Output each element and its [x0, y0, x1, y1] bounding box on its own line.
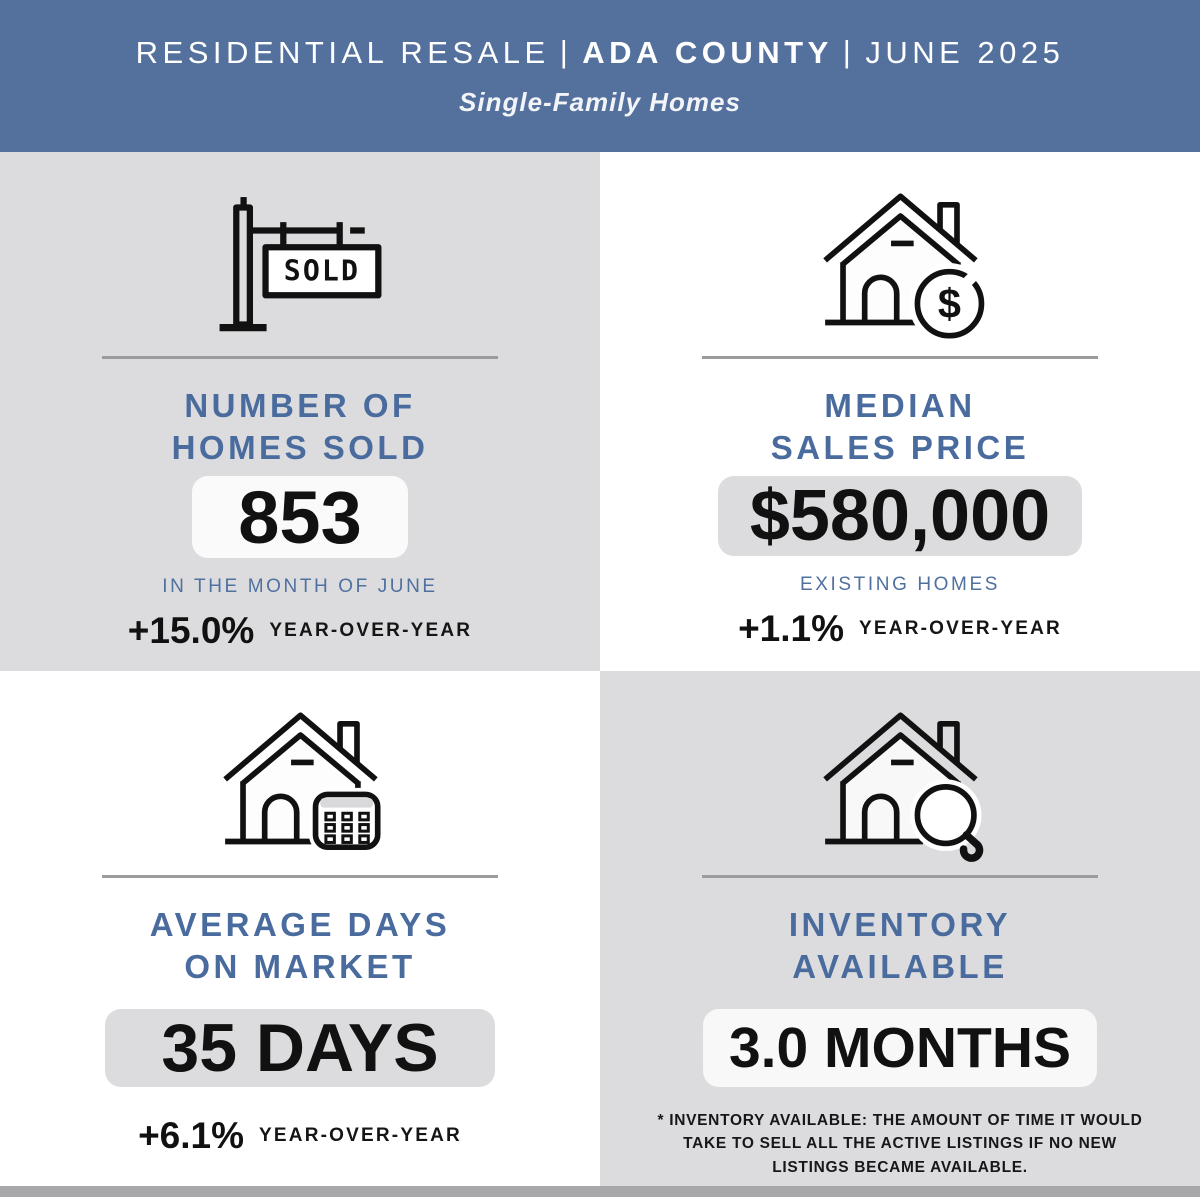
- sold-sign-text: SOLD: [283, 254, 361, 288]
- card-median-sales-price: [600, 152, 1200, 671]
- heading-line-2: HOMES SOLD: [171, 428, 429, 466]
- yoy-percent: +15.0%: [127, 610, 255, 652]
- yoy-label: YEAR-OVER-YEAR: [259, 1125, 462, 1147]
- year-over-year-row: [738, 608, 1062, 650]
- heading-line-1: INVENTORY: [788, 906, 1012, 943]
- yoy-percent: +6.1%: [138, 1115, 245, 1157]
- title-separator: |: [842, 33, 856, 69]
- title-county: ADA COUNTY: [582, 34, 833, 70]
- value-sublabel: EXISTING HOMES: [799, 574, 1001, 596]
- card-days-on-market: [0, 671, 600, 1186]
- house-dollar-icon: [815, 184, 985, 348]
- card-heading: [789, 904, 1011, 987]
- year-over-year-row: [138, 1115, 462, 1157]
- house-search-icon: [815, 703, 985, 867]
- page-title: [136, 35, 1065, 71]
- heading-line-2: SALES PRICE: [770, 428, 1030, 466]
- inventory-footnote: [657, 1109, 1142, 1179]
- card-heading: [150, 904, 451, 987]
- median-price-value: $580,000: [718, 476, 1082, 556]
- stats-grid: [0, 152, 1200, 1186]
- bottom-strip: [0, 1186, 1200, 1197]
- yoy-label: YEAR-OVER-YEAR: [269, 620, 473, 642]
- year-over-year-row: [128, 610, 472, 652]
- card-inventory-available: [600, 671, 1200, 1186]
- divider: [102, 875, 498, 878]
- heading-line-1: MEDIAN: [824, 387, 976, 424]
- heading-line-1: AVERAGE DAYS: [149, 906, 451, 943]
- value-sublabel: IN THE MONTH OF JUNE: [162, 576, 438, 598]
- divider: [102, 356, 498, 359]
- footnote-line: LISTINGS BECAME AVAILABLE.: [772, 1158, 1028, 1176]
- yoy-percent: +1.1%: [738, 608, 845, 650]
- header: [0, 0, 1200, 152]
- card-homes-sold: [0, 152, 600, 671]
- house-calendar-icon: [215, 703, 385, 867]
- days-on-market-value: 35 DAYS: [105, 1009, 494, 1087]
- homes-sold-value: 853: [192, 476, 407, 558]
- inventory-value: 3.0 MONTHS: [703, 1009, 1097, 1087]
- footnote-line: * INVENTORY AVAILABLE: THE AMOUNT OF TIME IT WOULD: [657, 1112, 1143, 1130]
- title-residential-resale: RESIDENTIAL RESALE: [135, 34, 550, 70]
- heading-line-2: AVAILABLE: [792, 947, 1008, 985]
- divider: [702, 356, 1098, 359]
- heading-line-1: NUMBER OF: [184, 387, 416, 424]
- footnote-line: TAKE TO SELL ALL THE ACTIVE LISTINGS IF NO NEW: [683, 1135, 1117, 1153]
- title-separator: |: [559, 33, 573, 69]
- yoy-label: YEAR-OVER-YEAR: [859, 618, 1062, 640]
- divider: [702, 875, 1098, 878]
- card-heading: [771, 385, 1030, 468]
- sold-sign-icon: [206, 184, 394, 348]
- title-month: JUNE 2025: [865, 34, 1065, 70]
- page-subtitle: Single-Family Homes: [459, 86, 741, 117]
- dollar-symbol: $: [937, 279, 961, 327]
- heading-line-2: ON MARKET: [184, 947, 416, 985]
- card-heading: [172, 385, 429, 468]
